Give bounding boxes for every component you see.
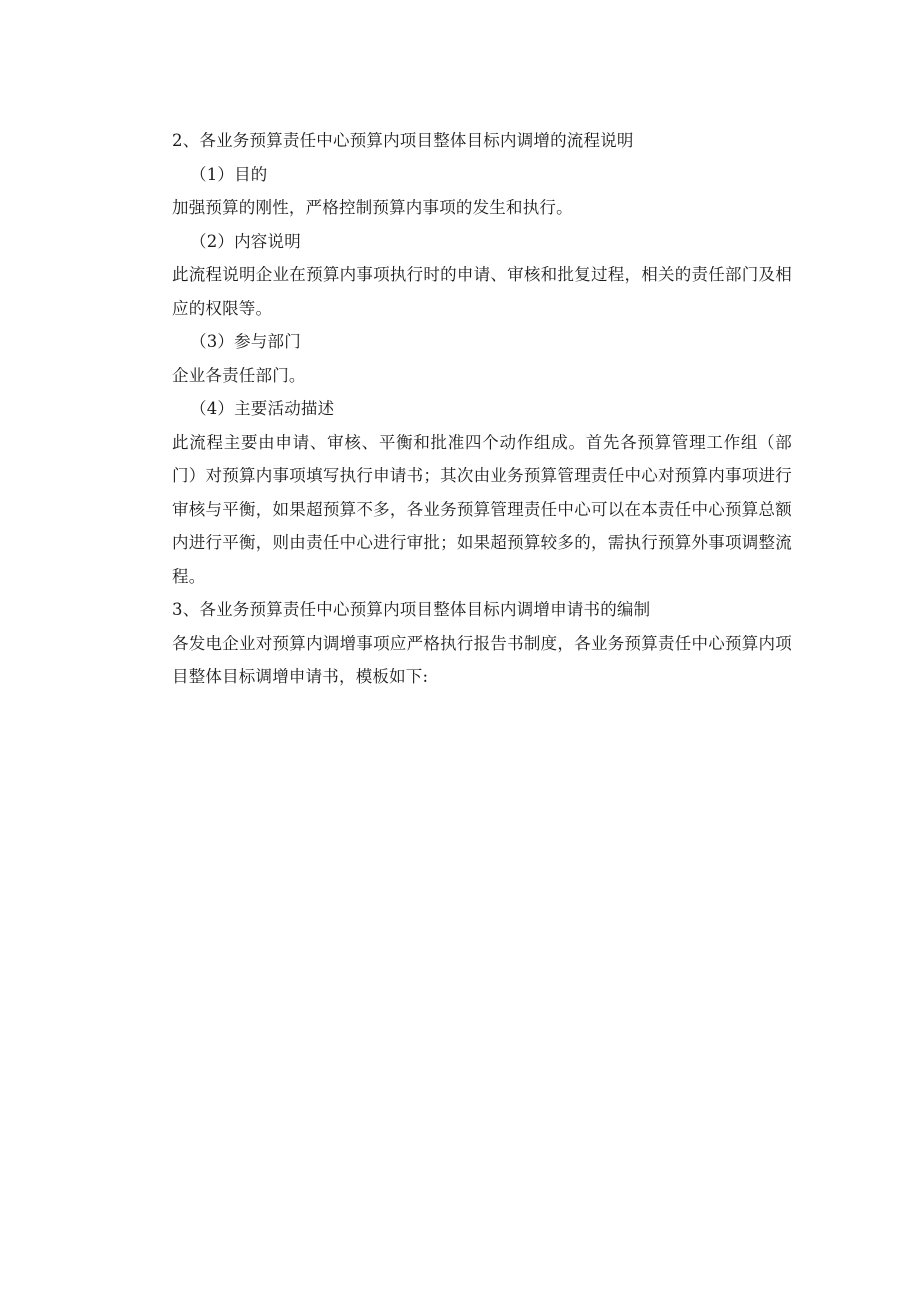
document-body — [172, 124, 792, 694]
body-paragraph: 此流程主要由申请、审核、平衡和批准四个动作组成。首先各预算管理工作组（部门）对预算内事项填写执行申请书；其次由业务预算管理责任中心对预算内事项进行审核与平衡，如果超预算不多，各业务预算管理责任中心可以在本责任中心预算总额内进行平衡，则由责任中心进行审批；如果超预算较多的，需执行预算外事项调整流程。 — [172, 432, 792, 586]
subsection-heading: （2）内容说明 — [190, 231, 301, 251]
body-paragraph: 各发电企业对预算内调增事项应严格执行报告书制度，各业务预算责任中心预算内项目整体目标调增申请书，模板如下: — [172, 633, 792, 686]
body-paragraph: 加强预算的刚性，严格控制预算内事项的发生和执行。 — [172, 198, 573, 217]
subsection-heading: （1）目的 — [190, 164, 268, 184]
body-paragraph: 企业各责任部门。 — [172, 365, 306, 385]
section-heading: 2、各业务预算责任中心预算内项目整体目标内调增的流程说明 — [172, 131, 634, 150]
subsection-heading: （3）参与部门 — [190, 332, 301, 351]
subsection-heading: （4）主要活动描述 — [190, 399, 335, 418]
body-paragraph: 此流程说明企业在预算内事项执行时的申请、审核和批复过程，相关的责任部门及相应的权限等。 — [172, 265, 792, 318]
section-heading: 3、各业务预算责任中心预算内项目整体目标内调增申请书的编制 — [172, 600, 651, 619]
